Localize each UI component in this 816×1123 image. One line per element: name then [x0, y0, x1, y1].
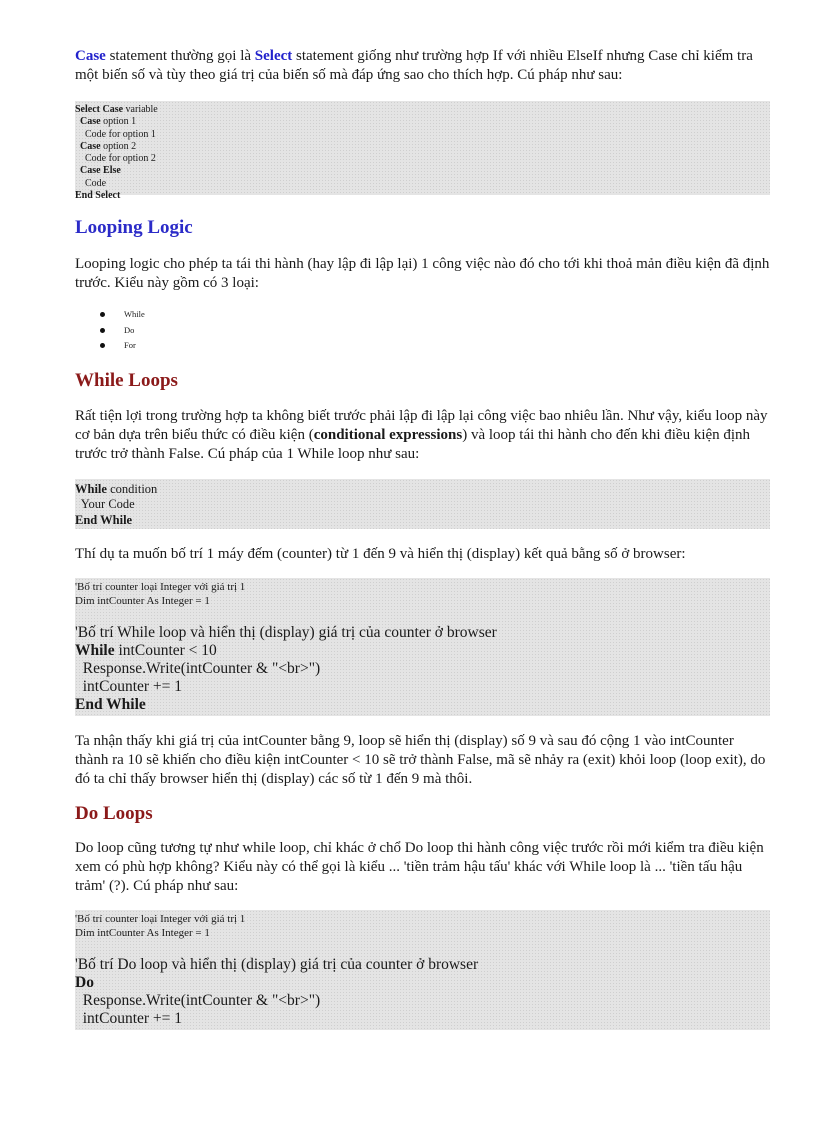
code-line: [75, 974, 770, 992]
code-text: Your Code: [75, 497, 135, 511]
code-line: Dim intCounter As Integer = 1: [75, 594, 210, 607]
while-loops-paragraph: [75, 407, 770, 464]
code-line: [75, 696, 770, 714]
code-line: [75, 992, 770, 1010]
code-keyword: End While: [75, 512, 133, 527]
do-loops-paragraph: Do loop cũng tương tự như while loop, chỉ khác ở chổ Do loop thi hành công việc trước rồi mới kiểm tra điều kiện xem có phù hợp không? Kiểu này có thể gọi là kiểu ... 'tiền trảm hậu tấu' khác với While loop là ... 'tiền tấu hậu trảm' (?). Cú pháp như sau:: [75, 840, 764, 894]
code-text: Code: [75, 177, 107, 189]
code-keyword: End Select: [75, 190, 121, 202]
code-text: 'Bố trí While loop và hiển thị (display) giá trị của counter ở browser: [75, 624, 497, 641]
code-line: [75, 497, 770, 513]
code-line: [75, 153, 770, 165]
loop-type-item: Do: [75, 323, 770, 339]
loop-type-item: For: [75, 338, 770, 354]
code-blank-line: [75, 608, 770, 624]
document-page: [75, 47, 770, 1030]
code-line: 'Bố trí counter loại Integer với giá trị 1: [75, 581, 246, 593]
while-loops-heading: While Loops: [75, 369, 178, 391]
code-line: 'Bố trí counter loại Integer với giá trị 1: [75, 913, 246, 925]
code-line: [75, 116, 770, 128]
code-line: [75, 624, 770, 642]
code-text: variable: [123, 104, 158, 115]
while-syntax-code-block: [75, 479, 770, 530]
code-line: [75, 190, 770, 202]
code-line: [75, 660, 770, 678]
code-line: [75, 513, 770, 529]
code-text: Response.Write(intCounter & "<br>"): [75, 992, 321, 1009]
code-line: [75, 129, 770, 141]
code-keyword: Case Else: [75, 165, 121, 177]
code-text: Response.Write(intCounter & "<br>"): [75, 660, 321, 677]
code-text: Code for option 1: [75, 128, 156, 140]
select-keyword: Select: [254, 48, 293, 64]
code-keyword: While: [75, 642, 115, 659]
while-explanation-paragraph: Ta nhận thấy khi giá trị của intCounter bằng 9, loop sẽ hiển thị (display) số 9 và sau đó cộng 1 vào intCounter thành ra 10 sẽ khiến cho điều kiện intCounter < 10 sẽ trở thành False, mã sẽ nhảy ra (exit) khỏi loop (loop exit), do đó ta chỉ thấy browser hiển thị (display) các số từ 1 đến 9 mà thôi.: [75, 733, 766, 787]
code-line: [75, 1010, 770, 1028]
do-example-code-block: [75, 910, 770, 1030]
looping-logic-paragraph: Looping logic cho phép ta tái thi hành (hay lập đi lập lại) 1 công việc nào đó cho tới khi thoả mản điều kiện đã định trước. Kiểu này gồm có 3 loại:: [75, 256, 770, 291]
looping-logic-heading: Looping Logic: [75, 217, 193, 238]
code-text: intCounter < 10: [114, 642, 217, 659]
case-keyword: Case: [75, 48, 106, 64]
while-text-2: ) và loop tái thi hành cho đến khi điều kiện định trước trở thành False. Cú pháp của 1 While loop như sau:: [75, 426, 751, 462]
loop-type-item: While: [75, 307, 770, 323]
loop-types-list: [75, 307, 770, 354]
select-case-code-block: [75, 101, 770, 202]
code-text: intCounter += 1: [75, 1010, 183, 1027]
code-keyword: Do: [75, 974, 94, 991]
code-text: option 1: [100, 116, 137, 128]
code-line: [75, 678, 770, 696]
code-line: [75, 165, 770, 177]
code-line: [75, 178, 770, 190]
code-line: [75, 956, 770, 974]
code-keyword: While: [75, 481, 107, 496]
code-text: 'Bố trí Do loop và hiển thị (display) giá trị của counter ở browser: [75, 956, 479, 973]
code-text: option 2: [100, 140, 137, 152]
code-line: [75, 104, 770, 116]
conditional-expressions-term: conditional expressions: [313, 426, 463, 443]
code-line: Dim intCounter As Integer = 1: [75, 926, 210, 939]
intro-text-2: statement giống như trường hợp If với nhiều ElseIf nhưng Case chỉ kiểm tra một biến số và tùy theo giá trị của biến số mà đáp ứng sao cho thích hợp. Cú pháp như sau:: [75, 48, 753, 83]
code-text: condition: [106, 481, 158, 496]
code-line: [75, 141, 770, 153]
code-keyword: Case: [75, 116, 101, 128]
while-example-intro: Thí dụ ta muốn bố trí 1 máy đếm (counter) từ 1 đến 9 và hiển thị (display) kết quả bằng số ở browser:: [75, 546, 686, 562]
code-blank-line: [75, 940, 770, 956]
code-line: [75, 642, 770, 660]
do-loops-heading: Do Loops: [75, 803, 153, 824]
intro-text-1: statement thường gọi là: [105, 48, 255, 64]
code-keyword: End While: [75, 696, 146, 713]
code-keyword: Case: [75, 140, 101, 152]
case-intro-paragraph: [75, 47, 770, 85]
code-line: [75, 482, 770, 498]
while-text-1: Rất tiện lợi trong trường hợp ta không biết trước phải lập đi lập lại công việc bao nhiêu lần. Như vậy, kiểu loop này cơ bản dựa trên biểu thức có điều kiện (: [75, 407, 768, 443]
code-text: Code for option 2: [75, 153, 156, 165]
code-text: intCounter += 1: [75, 678, 183, 695]
code-keyword: Select Case: [75, 104, 124, 115]
while-example-code-block: [75, 578, 770, 716]
